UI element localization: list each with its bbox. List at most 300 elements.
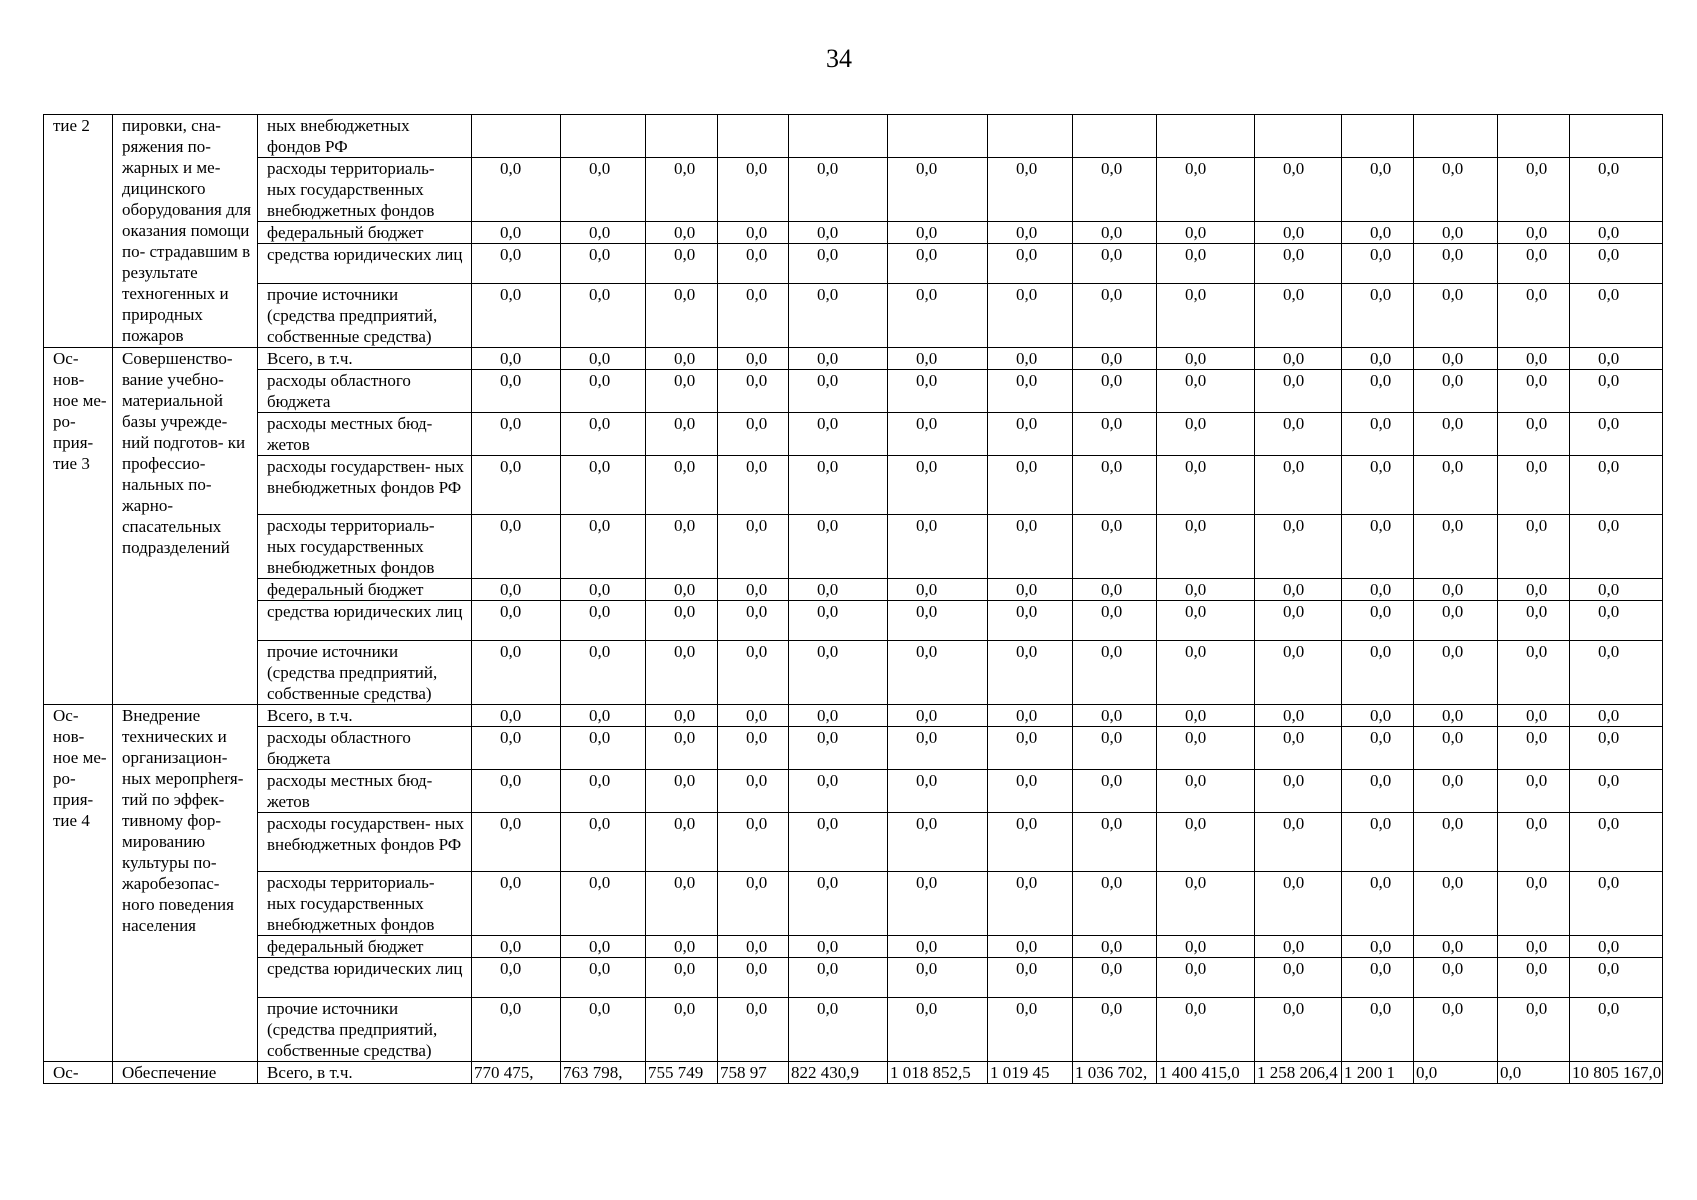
value-cell: 0,0 (1157, 348, 1255, 370)
value-cell: 0,0 (1570, 456, 1663, 515)
value-cell: 0,0 (789, 413, 888, 456)
value-cell: 0,0 (1157, 579, 1255, 601)
value-cell: 0,0 (472, 770, 561, 813)
value-cell: 0,0 (1498, 641, 1570, 705)
value-cell: 0,0 (988, 222, 1073, 244)
value-cell: 0,0 (561, 413, 646, 456)
table-row (44, 958, 1663, 998)
value-cell (988, 115, 1073, 158)
value-cell: 0,0 (1498, 601, 1570, 641)
funding-source-cell: федеральный бюджет (258, 579, 472, 601)
value-cell: 0,0 (1570, 936, 1663, 958)
value-cell: 0,0 (472, 222, 561, 244)
value-cell: 0,0 (1157, 872, 1255, 936)
funding-source-cell: расходы государствен- ных внебюджетных фондов РФ (258, 813, 472, 872)
value-cell: 0,0 (561, 515, 646, 579)
value-cell: 0,0 (1255, 579, 1342, 601)
value-cell: 0,0 (1073, 348, 1157, 370)
table-row (44, 413, 1663, 456)
table-row (44, 244, 1663, 284)
funding-source-cell: прочие источники (средства предприятий, собственные средства) (258, 284, 472, 348)
value-cell: 0,0 (1498, 284, 1570, 348)
table-row (44, 813, 1663, 872)
value-cell: 0,0 (646, 348, 718, 370)
funding-source-cell: расходы территориаль- ных государственных внебюджетных фондов (258, 158, 472, 222)
value-cell: 1 036 702, (1073, 1062, 1157, 1084)
value-cell: 0,0 (1157, 727, 1255, 770)
value-cell (1157, 115, 1255, 158)
value-cell: 0,0 (718, 641, 789, 705)
value-cell: 0,0 (988, 579, 1073, 601)
value-cell (888, 115, 988, 158)
value-cell: 0,0 (1414, 456, 1498, 515)
value-cell: 0,0 (1498, 813, 1570, 872)
value-cell: 0,0 (646, 705, 718, 727)
value-cell: 0,0 (1073, 727, 1157, 770)
value-cell: 0,0 (1498, 158, 1570, 222)
table-row (44, 515, 1663, 579)
value-cell: 0,0 (1073, 456, 1157, 515)
value-cell: 0,0 (646, 413, 718, 456)
value-cell: 0,0 (646, 998, 718, 1062)
table-row (44, 727, 1663, 770)
page-number: 34 (826, 44, 852, 73)
funding-source-cell: расходы государствен- ных внебюджетных фондов РФ (258, 456, 472, 515)
value-cell: 10 805 167,0 (1570, 1062, 1663, 1084)
value-cell: 0,0 (1073, 641, 1157, 705)
funding-source-cell: расходы местных бюд- жетов (258, 413, 472, 456)
value-cell: 0,0 (888, 413, 988, 456)
value-cell: 0,0 (1570, 348, 1663, 370)
table-row (44, 284, 1663, 348)
value-cell: 0,0 (718, 601, 789, 641)
value-cell: 0,0 (1255, 770, 1342, 813)
value-cell: 0,0 (1498, 727, 1570, 770)
value-cell: 0,0 (1570, 370, 1663, 413)
value-cell: 0,0 (646, 770, 718, 813)
table-row (44, 158, 1663, 222)
value-cell: 0,0 (718, 413, 789, 456)
value-cell: 755 749 (646, 1062, 718, 1084)
value-cell: 0,0 (888, 770, 988, 813)
value-cell: 0,0 (1498, 456, 1570, 515)
value-cell: 0,0 (1342, 727, 1414, 770)
value-cell: 1 019 45 (988, 1062, 1073, 1084)
value-cell: 0,0 (1414, 641, 1498, 705)
funding-source-cell: средства юридических лиц (258, 601, 472, 641)
value-cell: 0,0 (1073, 413, 1157, 456)
value-cell: 0,0 (1570, 958, 1663, 998)
value-cell: 0,0 (1342, 515, 1414, 579)
value-cell: 0,0 (1073, 705, 1157, 727)
value-cell: 0,0 (1570, 705, 1663, 727)
measure-name-cell: Внедрение технических и организацион- ных меропрherя- тий по эффек- тивному фор- мированию культуры по- жаробезопас- ного поведения населения (113, 705, 258, 1062)
table-row (44, 705, 1663, 727)
funding-source-cell: прочие источники (средства предприятий, собственные средства) (258, 641, 472, 705)
value-cell: 0,0 (1157, 958, 1255, 998)
measure-code-cell: Ос- нов- ное ме- ро- прия- тие 4 (44, 705, 113, 1062)
value-cell: 0,0 (472, 579, 561, 601)
value-cell: 0,0 (561, 579, 646, 601)
funding-source-cell: прочие источники (средства предприятий, собственные средства) (258, 998, 472, 1062)
value-cell: 0,0 (472, 705, 561, 727)
value-cell: 0,0 (472, 727, 561, 770)
value-cell: 0,0 (561, 727, 646, 770)
value-cell: 0,0 (1073, 998, 1157, 1062)
value-cell: 0,0 (888, 456, 988, 515)
value-cell: 0,0 (988, 872, 1073, 936)
value-cell: 0,0 (1498, 872, 1570, 936)
table-row (44, 872, 1663, 936)
value-cell: 0,0 (988, 958, 1073, 998)
value-cell: 0,0 (561, 872, 646, 936)
value-cell: 0,0 (888, 936, 988, 958)
value-cell: 0,0 (472, 872, 561, 936)
value-cell: 0,0 (1342, 998, 1414, 1062)
value-cell: 1 200 1 (1342, 1062, 1414, 1084)
table-row (44, 348, 1663, 370)
value-cell: 0,0 (1570, 998, 1663, 1062)
value-cell: 0,0 (646, 284, 718, 348)
table-row (44, 936, 1663, 958)
value-cell: 0,0 (1570, 515, 1663, 579)
value-cell: 0,0 (888, 579, 988, 601)
value-cell: 0,0 (888, 370, 988, 413)
value-cell: 0,0 (888, 348, 988, 370)
value-cell: 0,0 (1414, 348, 1498, 370)
table-row (44, 370, 1663, 413)
value-cell: 0,0 (789, 770, 888, 813)
value-cell: 0,0 (988, 244, 1073, 284)
value-cell: 0,0 (1498, 244, 1570, 284)
measure-name-cell: пировки, сна- ряжения по- жарных и ме- дицинского оборудования для оказания помощи по- страдавшим в результате техногенных и природных пожаров (113, 115, 258, 348)
measure-code-cell: тие 2 (44, 115, 113, 348)
value-cell: 0,0 (1157, 998, 1255, 1062)
value-cell (789, 115, 888, 158)
value-cell: 0,0 (888, 727, 988, 770)
value-cell (646, 115, 718, 158)
value-cell: 0,0 (1570, 244, 1663, 284)
value-cell: 0,0 (888, 601, 988, 641)
value-cell: 0,0 (988, 601, 1073, 641)
value-cell: 0,0 (1157, 284, 1255, 348)
value-cell: 0,0 (789, 515, 888, 579)
value-cell: 0,0 (1498, 936, 1570, 958)
value-cell: 0,0 (1498, 770, 1570, 813)
value-cell: 0,0 (1073, 515, 1157, 579)
value-cell: 0,0 (472, 370, 561, 413)
value-cell: 0,0 (888, 813, 988, 872)
value-cell: 0,0 (646, 222, 718, 244)
value-cell: 0,0 (472, 456, 561, 515)
funding-source-cell: Всего, в т.ч. (258, 348, 472, 370)
value-cell: 0,0 (1414, 958, 1498, 998)
value-cell: 0,0 (561, 936, 646, 958)
value-cell: 0,0 (1342, 705, 1414, 727)
funding-source-cell: расходы территориаль- ных государственных внебюджетных фондов (258, 872, 472, 936)
value-cell: 0,0 (1157, 770, 1255, 813)
value-cell: 0,0 (888, 872, 988, 936)
value-cell: 0,0 (646, 958, 718, 998)
measure-code-cell: Ос- нов- ное ме- ро- прия- тие 3 (44, 348, 113, 705)
value-cell: 0,0 (988, 515, 1073, 579)
value-cell: 0,0 (1498, 998, 1570, 1062)
value-cell: 0,0 (646, 158, 718, 222)
value-cell: 0,0 (1073, 813, 1157, 872)
value-cell: 0,0 (718, 284, 789, 348)
value-cell: 1 400 415,0 (1157, 1062, 1255, 1084)
value-cell: 0,0 (988, 705, 1073, 727)
value-cell: 0,0 (789, 601, 888, 641)
value-cell: 0,0 (789, 244, 888, 284)
value-cell: 0,0 (888, 284, 988, 348)
value-cell: 0,0 (561, 958, 646, 998)
budget-table (43, 114, 1663, 1084)
value-cell: 0,0 (561, 456, 646, 515)
value-cell: 0,0 (1342, 222, 1414, 244)
value-cell (1570, 115, 1663, 158)
value-cell (561, 115, 646, 158)
funding-source-cell: Всего, в т.ч. (258, 705, 472, 727)
value-cell: 0,0 (561, 348, 646, 370)
value-cell: 0,0 (1255, 370, 1342, 413)
value-cell: 0,0 (1073, 579, 1157, 601)
value-cell: 0,0 (1414, 222, 1498, 244)
value-cell: 0,0 (1073, 222, 1157, 244)
measure-name-cell: Обеспечение (113, 1062, 258, 1084)
value-cell (1073, 115, 1157, 158)
value-cell: 0,0 (1073, 244, 1157, 284)
value-cell: 0,0 (1570, 770, 1663, 813)
value-cell: 0,0 (1073, 370, 1157, 413)
value-cell: 0,0 (1342, 370, 1414, 413)
value-cell: 0,0 (789, 284, 888, 348)
value-cell: 0,0 (1255, 413, 1342, 456)
value-cell: 0,0 (1414, 813, 1498, 872)
value-cell: 0,0 (1073, 601, 1157, 641)
funding-source-cell: расходы местных бюд- жетов (258, 770, 472, 813)
value-cell: 0,0 (888, 158, 988, 222)
value-cell: 0,0 (1414, 413, 1498, 456)
value-cell: 0,0 (789, 705, 888, 727)
table-row (44, 579, 1663, 601)
value-cell: 0,0 (988, 284, 1073, 348)
value-cell: 0,0 (988, 348, 1073, 370)
table-row (44, 770, 1663, 813)
funding-source-cell: ных внебюджетных фондов РФ (258, 115, 472, 158)
value-cell: 0,0 (988, 813, 1073, 872)
value-cell: 0,0 (1157, 370, 1255, 413)
value-cell (472, 115, 561, 158)
value-cell: 0,0 (646, 641, 718, 705)
value-cell: 0,0 (1157, 244, 1255, 284)
table-row (44, 1062, 1663, 1084)
value-cell: 0,0 (1342, 413, 1414, 456)
value-cell: 0,0 (646, 727, 718, 770)
value-cell: 0,0 (646, 515, 718, 579)
value-cell: 0,0 (1498, 1062, 1570, 1084)
value-cell: 822 430,9 (789, 1062, 888, 1084)
value-cell: 0,0 (1073, 770, 1157, 813)
value-cell: 0,0 (561, 705, 646, 727)
value-cell: 0,0 (789, 348, 888, 370)
value-cell: 0,0 (1414, 579, 1498, 601)
value-cell: 0,0 (561, 158, 646, 222)
value-cell: 0,0 (1570, 579, 1663, 601)
value-cell: 0,0 (1414, 727, 1498, 770)
value-cell: 0,0 (789, 222, 888, 244)
value-cell: 0,0 (646, 872, 718, 936)
value-cell: 0,0 (988, 936, 1073, 958)
value-cell: 0,0 (1255, 515, 1342, 579)
value-cell: 0,0 (472, 244, 561, 284)
value-cell: 0,0 (1157, 705, 1255, 727)
value-cell: 0,0 (1342, 456, 1414, 515)
value-cell: 0,0 (1255, 958, 1342, 998)
value-cell: 0,0 (1157, 413, 1255, 456)
value-cell: 0,0 (1255, 456, 1342, 515)
value-cell: 0,0 (472, 348, 561, 370)
value-cell: 0,0 (1073, 936, 1157, 958)
funding-source-cell: федеральный бюджет (258, 936, 472, 958)
value-cell: 0,0 (888, 222, 988, 244)
value-cell: 0,0 (988, 370, 1073, 413)
value-cell: 0,0 (472, 958, 561, 998)
value-cell: 0,0 (1342, 244, 1414, 284)
value-cell: 0,0 (718, 770, 789, 813)
value-cell: 0,0 (1255, 872, 1342, 936)
value-cell: 0,0 (1570, 284, 1663, 348)
value-cell: 0,0 (646, 370, 718, 413)
value-cell: 0,0 (1570, 158, 1663, 222)
value-cell: 0,0 (888, 515, 988, 579)
value-cell: 0,0 (472, 813, 561, 872)
value-cell: 0,0 (646, 579, 718, 601)
value-cell: 0,0 (1414, 515, 1498, 579)
value-cell: 0,0 (718, 813, 789, 872)
value-cell: 0,0 (1414, 601, 1498, 641)
value-cell: 0,0 (1255, 641, 1342, 705)
value-cell (1342, 115, 1414, 158)
value-cell: 0,0 (1157, 515, 1255, 579)
value-cell (1414, 115, 1498, 158)
measure-name-cell: Совершенство- вание учебно- материальной базы учрежде- ний подготов- ки профессио- нальных по- жарно- спасательных подразделений (113, 348, 258, 705)
value-cell: 0,0 (1157, 641, 1255, 705)
value-cell: 0,0 (888, 998, 988, 1062)
value-cell: 0,0 (718, 958, 789, 998)
funding-source-cell: средства юридических лиц (258, 244, 472, 284)
value-cell: 0,0 (472, 284, 561, 348)
value-cell: 0,0 (561, 284, 646, 348)
value-cell: 0,0 (1498, 348, 1570, 370)
value-cell: 0,0 (1414, 872, 1498, 936)
value-cell: 0,0 (1342, 601, 1414, 641)
value-cell: 0,0 (1073, 958, 1157, 998)
value-cell: 0,0 (1570, 222, 1663, 244)
value-cell: 0,0 (789, 456, 888, 515)
value-cell: 0,0 (718, 222, 789, 244)
value-cell: 0,0 (789, 998, 888, 1062)
value-cell: 0,0 (561, 244, 646, 284)
value-cell: 0,0 (1073, 158, 1157, 222)
value-cell: 0,0 (988, 998, 1073, 1062)
value-cell: 0,0 (1255, 222, 1342, 244)
value-cell (1255, 115, 1342, 158)
value-cell: 0,0 (1255, 284, 1342, 348)
value-cell: 0,0 (718, 348, 789, 370)
value-cell: 0,0 (789, 958, 888, 998)
value-cell: 0,0 (1157, 222, 1255, 244)
value-cell: 0,0 (1570, 813, 1663, 872)
value-cell: 1 258 206,4 (1255, 1062, 1342, 1084)
value-cell: 0,0 (1498, 515, 1570, 579)
value-cell: 0,0 (1255, 348, 1342, 370)
value-cell: 0,0 (1342, 579, 1414, 601)
value-cell: 0,0 (646, 244, 718, 284)
value-cell: 0,0 (718, 579, 789, 601)
value-cell: 0,0 (1255, 705, 1342, 727)
value-cell: 0,0 (988, 727, 1073, 770)
value-cell: 0,0 (1342, 872, 1414, 936)
value-cell: 0,0 (888, 705, 988, 727)
value-cell: 0,0 (1342, 641, 1414, 705)
value-cell: 0,0 (789, 641, 888, 705)
value-cell: 0,0 (988, 456, 1073, 515)
value-cell: 0,0 (718, 244, 789, 284)
value-cell: 0,0 (646, 813, 718, 872)
value-cell: 0,0 (988, 770, 1073, 813)
value-cell: 0,0 (1157, 601, 1255, 641)
value-cell: 0,0 (1414, 936, 1498, 958)
value-cell: 770 475, (472, 1062, 561, 1084)
value-cell: 0,0 (1157, 813, 1255, 872)
value-cell: 0,0 (1157, 456, 1255, 515)
value-cell: 0,0 (789, 936, 888, 958)
funding-source-cell: расходы областного бюджета (258, 370, 472, 413)
value-cell: 0,0 (646, 936, 718, 958)
value-cell: 763 798, (561, 1062, 646, 1084)
value-cell: 0,0 (561, 641, 646, 705)
value-cell: 0,0 (718, 872, 789, 936)
value-cell: 0,0 (1255, 158, 1342, 222)
value-cell (718, 115, 789, 158)
value-cell: 0,0 (789, 158, 888, 222)
value-cell: 0,0 (1157, 936, 1255, 958)
value-cell: 0,0 (1498, 222, 1570, 244)
table-row (44, 998, 1663, 1062)
value-cell: 0,0 (1255, 601, 1342, 641)
value-cell: 0,0 (561, 998, 646, 1062)
value-cell: 0,0 (718, 158, 789, 222)
value-cell: 0,0 (472, 413, 561, 456)
value-cell: 0,0 (1073, 284, 1157, 348)
value-cell: 0,0 (1255, 936, 1342, 958)
funding-source-cell: расходы территориаль- ных государственных внебюджетных фондов (258, 515, 472, 579)
value-cell: 0,0 (1414, 705, 1498, 727)
value-cell: 0,0 (1414, 1062, 1498, 1084)
value-cell: 0,0 (789, 813, 888, 872)
value-cell: 0,0 (1342, 813, 1414, 872)
value-cell: 0,0 (1342, 770, 1414, 813)
value-cell: 0,0 (1498, 413, 1570, 456)
value-cell: 0,0 (718, 456, 789, 515)
value-cell: 0,0 (561, 813, 646, 872)
value-cell: 0,0 (789, 727, 888, 770)
value-cell: 0,0 (1414, 370, 1498, 413)
value-cell: 0,0 (888, 641, 988, 705)
table-row (44, 115, 1663, 158)
value-cell: 0,0 (646, 456, 718, 515)
